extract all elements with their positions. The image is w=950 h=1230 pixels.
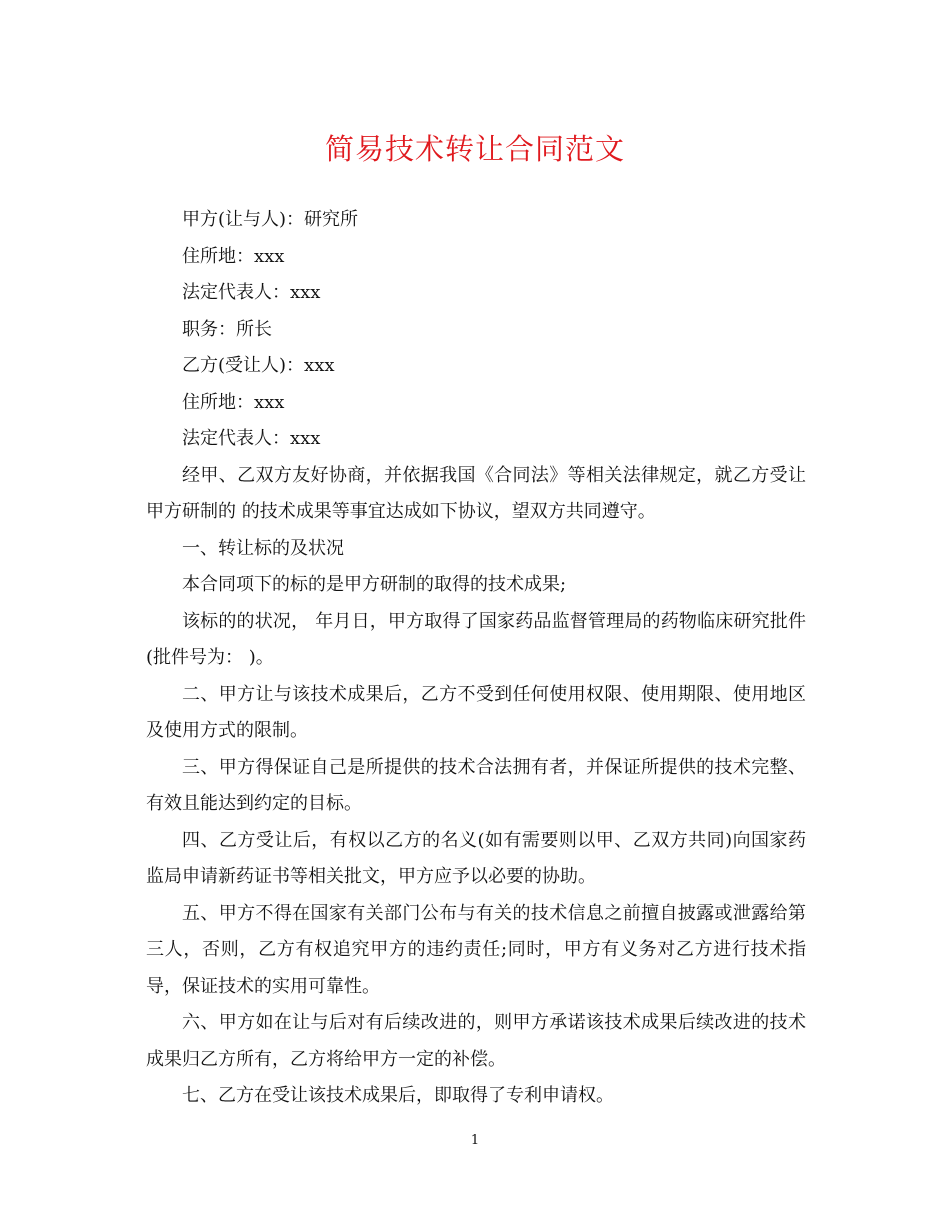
paragraph-section-7: 七、乙方在受让该技术成果后，即取得了专利申请权。 (182, 1085, 614, 1106)
paragraph-section-5: 五、甲方不得在国家有关部门公布与有关的技术信息之前擅自披露或泄露给第三人，否则，乙方有权追究甲方的违约责任;同时，甲方有义务对乙方进行技术指导，保证技术的实用可靠性。 (146, 902, 806, 997)
paragraph-party-b-representative: 法定代表人：xxx (182, 428, 321, 449)
paragraph-party-a: 甲方(让与人)：研究所 (182, 209, 359, 230)
paragraph-section-1-heading: 一、转让标的及状况 (182, 537, 344, 559)
paragraph-preamble: 经甲、乙双方友好协商，并依据我国《合同法》等相关法律规定，就乙方受让甲方研制的 的技术成果等事宜达成如下协议，望双方共同遵守。 (146, 464, 806, 522)
paragraph-section-4: 四、乙方受让后，有权以乙方的名义(如有需要则以甲、乙双方共同)向国家药监局申请新药证书等相关批文，甲方应予以必要的协助。 (146, 829, 806, 887)
paragraph-party-a-position: 职务：所长 (182, 318, 272, 340)
paragraph-section-1-subject: 本合同项下的标的是甲方研制的取得的技术成果; (182, 574, 567, 595)
document-title: 简易技术转让合同范文 (324, 132, 625, 166)
paragraph-party-b-address: 住所地：xxx (182, 391, 285, 413)
paragraph-section-2: 二、甲方让与该技术成果后，乙方不受到任何使用权限、使用期限、使用地区及使用方式的限制。 (146, 683, 806, 741)
page-number: 1 (470, 1133, 480, 1148)
paragraph-section-3: 三、甲方得保证自己是所提供的技术合法拥有者，并保证所提供的技术完整、有效且能达到约定的目标。 (146, 756, 806, 814)
paragraph-party-b: 乙方(受让人)：xxx (182, 355, 335, 376)
paragraph-party-a-address: 住所地：xxx (182, 245, 285, 267)
paragraph-party-a-representative: 法定代表人：xxx (182, 282, 321, 303)
paragraph-section-6: 六、甲方如在让与后对有后续改进的，则甲方承诺该技术成果后续改进的技术成果归乙方所有，乙方将给甲方一定的补偿。 (146, 1012, 806, 1070)
paragraph-section-1-status: 该标的的状况， 年月日，甲方取得了国家药品监督管理局的药物临床研究批件(批件号为： )。 (146, 610, 806, 668)
document-body (146, 202, 806, 1115)
